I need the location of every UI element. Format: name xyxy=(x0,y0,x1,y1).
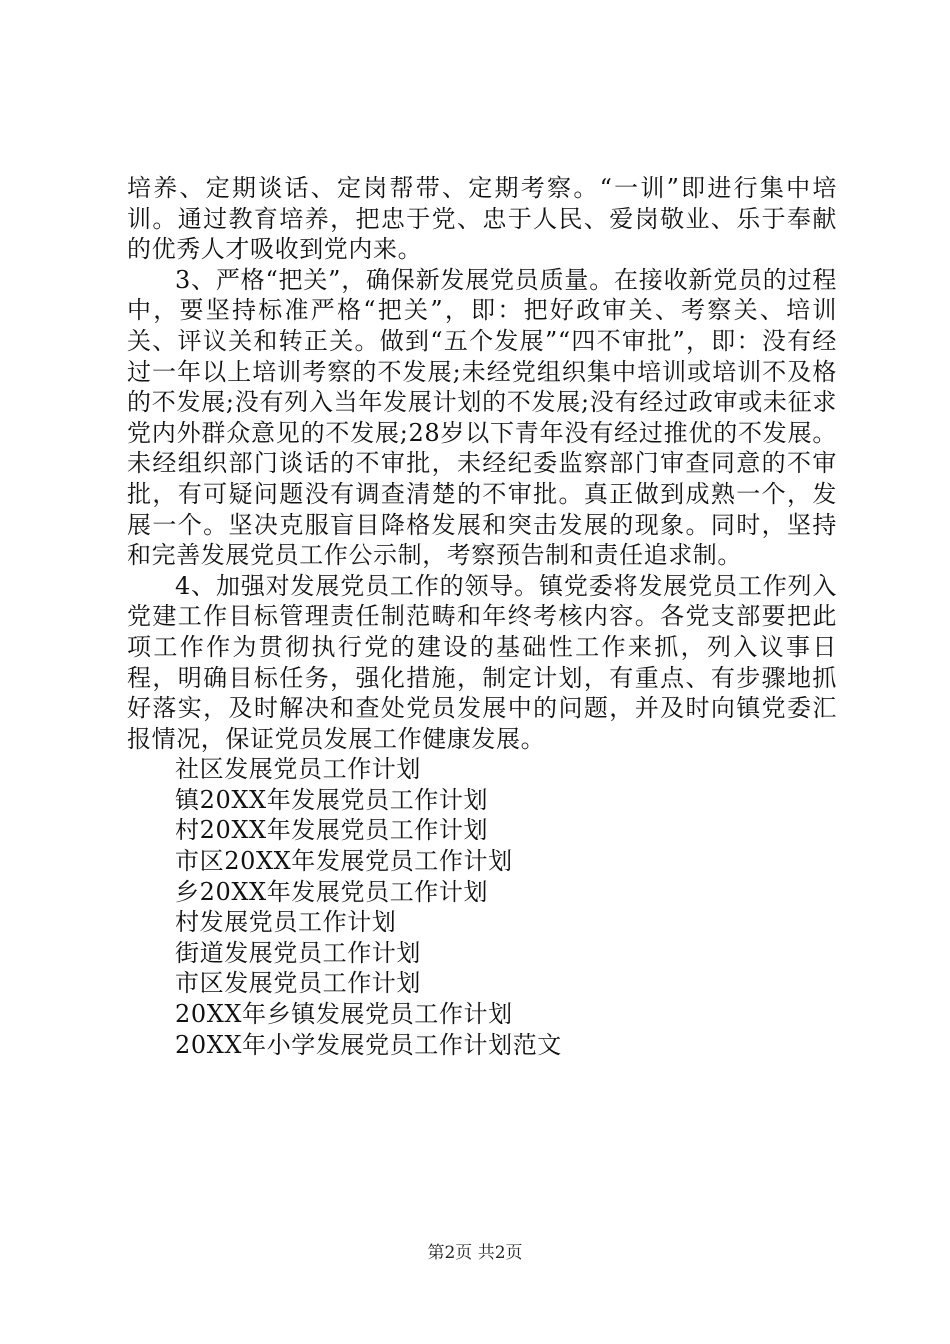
paragraph-training-continued: 培养、定期谈话、定岗帮带、定期考察。“一训”即进行集中培训。通过教育培养，把忠于党、忠于人民、爱岗敬业、乐于奉献的优秀人才吸收到党内来。 xyxy=(127,174,837,264)
paragraph-strict-gatekeeping: 3、严格“把关”，确保新发展党员质量。在接收新党员的过程中，要坚持标准严格“把关”，即：把好政审关、考察关、培训关、评议关和转正关。做到“五个发展”“四不审批”，即：没有经过一年以上培训考察的不发展;未经党组织集中培训或培训不及格的不发展;没有列入当年发展计划的不发展;没有经过政审或未征求党内外群众意见的不发展;28岁以下青年没有经过推优的不发展。未经组织部门谈话的不审批，未经纪委监察部门审查同意的不审批，有可疑问题没有调查清楚的不审批。真正做到成熟一个，发展一个。坚决克服盲目降格发展和突击发展的现象。同时，坚持和完善发展党员工作公示制，考察预告制和责任追求制。 xyxy=(127,265,837,570)
related-title: 镇20XX年发展党员工作计划 xyxy=(175,785,489,814)
related-title: 街道发展党员工作计划 xyxy=(175,938,421,967)
paragraph-leadership: 4、加强对发展党员工作的领导。镇党委将发展党员工作列入党建工作目标管理责任制范畴和年终考核内容。各党支部要把此项工作作为贯彻执行党的建设的基础性工作来抓，列入议事日程，明确目标任务，强化措施，制定计划，有重点、有步骤地抓好落实，及时解决和查处党员发展中的问题，并及时向镇党委汇报情况，保证党员发展工作健康发展。 xyxy=(127,571,837,753)
related-title: 社区发展党员工作计划 xyxy=(175,755,421,784)
related-title: 20XX年乡镇发展党员工作计划 xyxy=(175,1000,513,1029)
page-number-footer: 第2页 共2页 xyxy=(427,1243,523,1263)
document-body xyxy=(127,173,837,1060)
related-title: 市区20XX年发展党员工作计划 xyxy=(175,847,513,876)
related-title: 20XX年小学发展党员工作计划范文 xyxy=(175,1030,562,1059)
related-title: 村20XX年发展党员工作计划 xyxy=(175,816,489,845)
related-title: 乡20XX年发展党员工作计划 xyxy=(175,877,489,906)
related-title: 村发展党员工作计划 xyxy=(175,908,397,937)
related-title: 市区发展党员工作计划 xyxy=(175,969,421,998)
related-titles-list xyxy=(127,754,837,1060)
